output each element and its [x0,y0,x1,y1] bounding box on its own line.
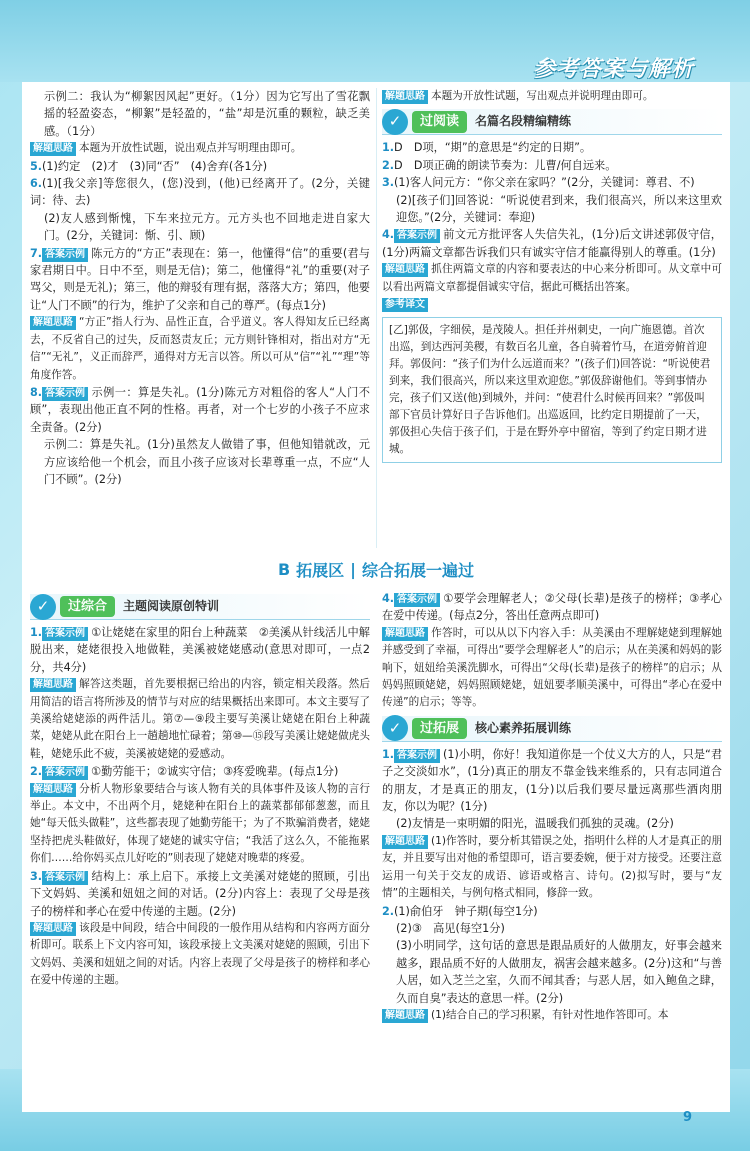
check-icon: ✓ [30,594,56,620]
item-paragraph [382,157,722,174]
section-label: 过阅读 [412,111,467,132]
answer-paragraph [30,624,370,676]
gist-paragraph [382,1007,722,1024]
section-b-banner [22,554,730,584]
gist-paragraph [382,261,722,296]
label-tag: 答案示例 [42,627,88,641]
label-tag: 答案示例 [42,387,88,401]
question-number: 4. [382,228,395,242]
text-paragraph [30,210,370,245]
label-tag: 答案示例 [394,749,440,763]
question-number: 2. [382,904,395,918]
gist-paragraph [382,88,722,105]
gist-paragraph [382,625,722,712]
paragraph-text: D D项，“期”的意思是“约定的日期”。 [394,141,592,155]
paragraph-text: (1)作答时，要分析其错误之处，指明什么样的人才是真正的朋友，并且要写出对他的希望即可，语言要委婉，便于对方接受。还要注意运用一句关于交友的成语、谚语或格言、诗句。(2)拟写时，要与“友情”的主题相关，与例句格式相同，修辞一致。 [382,834,722,900]
answer-paragraph [30,384,370,436]
text-paragraph [382,815,722,832]
text-paragraph [382,920,722,937]
paragraph-text: 前文元方批评客人失信失礼，(1分)后文讲述郭伋守信，(1分)两篇文章都告诉我们只有诚实守信才能赢得别人的尊重。(1分) [382,228,722,259]
answer-paragraph [30,245,370,315]
section-subtitle: 名篇名段精编精练 [475,114,572,129]
answer-paragraph [30,868,370,920]
paragraph-text: (2)友情是一束明媚的阳光，温暖我们孤独的灵魂。(2分) [396,817,674,831]
gist-paragraph [30,314,370,384]
paragraph-text: (2)③ 高见(每空1分) [396,921,505,935]
paragraph-text: (1)[我父亲]等您很久，(您)没到，(他)已经离开了。(2分，关键词：待、去) [30,177,370,208]
label-tag: 解题思路 [382,627,428,641]
left-top-column [30,88,370,488]
column-divider [376,88,377,548]
header-title: 参考答案与解析 [532,57,694,82]
gist-paragraph [30,781,370,868]
item-paragraph [382,174,722,191]
label-tag: 答案示例 [42,248,88,262]
section-label: 过综合 [60,596,115,617]
paragraph-text: ①勤劳能干；②诚实守信；③疼爱晚辈。(每点1分) [91,765,339,779]
label-tag: 解题思路 [30,922,76,936]
translation-text: [乙]郭伋，字细侯，是茂陵人。担任并州刺史，一向广施恩德。首次出巡，到达西河美稷，有数百名儿童，各自骑着竹马，在道旁俯首迎拜。郭伋问：“孩子们为什么远道而来？”(孩子们)回答说：“听说使君到来，我们很高兴，所以来这里欢迎您。”郭伋辞谢他们。等到事情办完，孩子们又送(他)到城外，并问：“使君什么时候再回来？”郭伋叫部下官员计算好日子告诉他们。出巡返回，比约定日期提前了一天，郭伋担心失信于孩子们，于是在野外亭中留宿，等到了约定日期才进城。 [382,317,722,463]
section-b-separator: | [350,559,357,579]
paragraph-text: 该段是中间段，结合中间段的一般作用从结构和内容两方面分析即可。联系上下文内容可知，该段承接上文美溪对姥姥的照顾，引出下文妈妈、美溪和妞妞之间的对话。内容上表现了父母是孩子的榜样和孝心在爱中传递的主题。 [30,921,370,987]
paragraph-text: (2)[孩子们]回答说：“听说使君到来，我们很高兴，所以来这里欢迎您。”(2分，关键词：奉迎) [396,193,722,225]
label-tag: 答案示例 [42,871,88,885]
section-b-letter: B [277,559,291,579]
paragraph-text: (3)小明同学，这句话的意思是跟品质好的人做朋友，好事会越来越多，跟品质不好的人做朋友，祸害会越来越多。(2分)这和“与善人居，如入芝兰之室，久而不闻其香；与恶人居，如入鲍鱼之肆，久而自臭”表达的意思一样。(2分) [396,939,722,1005]
paragraph-text: (1)小明，你好！我知道你是一个仗义大方的人，只是“君子之交淡如水”，(1分)真正的朋友不靠金钱来维系的，只有志同道合的朋友，才是真正的朋友，(1分)以后我们要尽量远离那些酒肉朋友，你以为呢？(1分) [382,747,723,814]
label-tag: 答案示例 [394,229,440,243]
section-header [382,716,722,742]
text-paragraph [382,192,722,227]
paragraph-text: ①要学会理解老人；②父母(长辈)是孩子的榜样；③孝心在爱中传递。(每点2分，答出任意两点即可) [382,592,722,623]
page-number: 9 [682,1110,692,1125]
answer-paragraph [382,746,722,816]
section-subtitle: 核心素养拓展训练 [475,720,572,735]
answer-paragraph [382,226,722,261]
paragraph-text: 示例二：算是失礼。(1分)虽然友人做错了事，但他知错就改，元方应该给他一个机会，而且小孩子应该对长辈尊重一点，不应“人门不顾”。(2分) [44,438,370,486]
section-b-subtitle: 综合拓展一遍过 [362,560,475,580]
item-paragraph [30,175,370,210]
question-number: 1. [382,141,395,155]
answer-paragraph [382,590,722,625]
paragraph-text: 解答这类题，首先要根据已给出的内容，锁定相关段落。然后用简洁的语言将所涉及的情节与对应的结果概括出来即可。本文主要写了美溪给姥姥添的两件活儿。第⑦—⑨段主要写美溪让姥姥在阳台上种蔬菜，姥姥从此在阳台上一趟趟地忙碌着；第⑩—⑮段写美溪让姥姥做虎头鞋，姥姥乐此不疲，美溪被姥姥的爱感动。 [30,678,370,760]
answer-paragraph [30,763,370,780]
paragraph-text: (1)结合自己的学习积累，有针对性地作答即可。本 [431,1008,669,1021]
item-paragraph [382,139,722,156]
question-number: 6. [30,177,43,191]
question-number: 8. [30,385,43,399]
check-icon: ✓ [382,715,408,741]
label-tag: 参考译文 [382,298,428,312]
question-number: 7. [30,246,43,260]
paragraph-text: (1)客人问元方：“你父亲在家吗？”(2分，关键词：尊君、不) [394,176,695,190]
gist-paragraph [382,296,722,313]
paragraph-text: 陈元方的“方正”表现在：第一，他懂得“信”的重要(君与家君期日中。日中不至，则是无信)；第二，他懂得“礼”的重要(对子骂父，则是无礼)；第三，他的辩驳有理有据，落落大方；第四，他要让“人门不顾”的行为，维护了父亲和自己的尊严。(每点1分) [30,246,370,312]
question-number: 3. [30,869,43,883]
label-tag: 解题思路 [382,1009,428,1023]
right-top-column [382,88,722,463]
paragraph-text: (1)约定 (2)才 (3)同“否” (4)舍弃(各1分) [42,159,268,173]
text-paragraph [30,88,370,140]
paragraph-text: (2)友人感到惭愧，下车来拉元方。元方头也不回地走进自家大门。(2分，关键词：惭、引、顾) [44,211,370,243]
paragraph-text: “方正”指人行为、品性正直，合乎道义。客人得知友丘已经离去，不反省自己的过失，反而怒责友丘；元方则针锋相对，指出对方“无信”“无礼”，义正而辞严，通得对方无言以答。所以可从“信”“礼”“理”等角度作答。 [30,316,370,381]
question-number: 1. [382,747,395,761]
label-tag: 答案示例 [42,766,88,780]
paragraph-text: 本题为开放性试题，说出观点并写明理由即可。 [79,142,302,155]
left-bottom-column [30,590,370,990]
paragraph-text: (1)俞伯牙 钟子期(每空1分) [394,904,538,918]
question-number: 4. [382,592,395,605]
paragraph-text: 抓住两篇文章的内容和要表达的中心来分析即可。从文章中可以看出两篇文章都提倡诚实守信，据此可概括出答案。 [382,263,722,293]
question-number: 5. [30,159,43,173]
paragraph-text: 示例一：算是失礼。(1分)陈元方对粗俗的客人“人门不顾”，表现出他正直不阿的性格。再者，对一个七岁的小孩子不应求全责备。(2分) [30,385,370,434]
label-tag: 答案示例 [394,593,440,607]
section-header [30,594,370,620]
paragraph-text: 作答时，可以从以下内容入手：从美溪由不理解姥姥到理解她并感受到了幸福，可得出“要学会理解老人”的启示；从在美溪和妈妈的影响下，妞妞给美溪洗脚水，可得出“父母(长辈)是孩子的榜样”的启示；从妈妈照顾姥姥，妈妈照顾姥姥，妞妞要孝顺美溪中，可得出“孝心在爱中传递”的启示；等等。 [382,626,722,709]
label-tag: 解题思路 [382,263,428,277]
gist-paragraph [382,833,722,903]
question-number: 1. [30,626,43,639]
answer-page [22,82,730,1112]
question-number: 2. [382,158,395,172]
section-subtitle: 主题阅读原创特训 [123,598,220,613]
text-paragraph [30,436,370,488]
paragraph-text: 本题为开放性试题，写出观点并说明理由即可。 [431,90,654,102]
gist-paragraph [30,676,370,763]
text-paragraph [382,937,722,1007]
label-tag: 解题思路 [30,142,76,156]
section-label: 过拓展 [412,718,467,739]
label-tag: 解题思路 [382,835,428,849]
item-paragraph [382,903,722,920]
paragraph-text: 示例二：我认为“柳絮因风起”更好。（1分）因为它写出了雪花飘摇的轻盈姿态，“柳絮”是轻盈的，“盐”却是沉重的颗粒，缺乏美感。（1分） [44,90,370,138]
label-tag: 解题思路 [30,316,76,330]
item-paragraph [30,158,370,175]
paragraph-text: 分析人物形象要结合与该人物有关的具体事件及该人物的言行举止。本文中，不出两个月，姥姥种在阳台上的蔬菜都郁郁葱葱，而且她“每天低头做鞋”，这些都表现了她勤劳能干；为了不欺骗消费者，姥姥坚持把虎头鞋做好，体现了姥姥的诚实守信；“我活了这么久，不能拖累你们……给你妈买点儿好吃的”则表现了姥姥对晚辈的疼爱。 [30,782,370,865]
label-tag: 解题思路 [30,783,76,797]
label-tag: 解题思路 [30,678,76,692]
gist-paragraph [30,140,370,157]
gist-paragraph [30,920,370,990]
section-b-title: 拓展区 [296,560,345,580]
paragraph-text: D D项正确的朗读节奏为：儿曹/何自远来。 [394,158,617,172]
label-tag: 解题思路 [382,90,428,104]
paragraph-text: ①让姥姥在家里的阳台上种蔬菜 ②美溪从针线活儿中解脱出来，姥姥很投入地做鞋，美溪被姥姥感动(意思对即可，一点2分，共4分) [30,626,370,674]
check-icon: ✓ [382,109,408,135]
paragraph-text: 结构上：承上启下。承接上文美溪对姥姥的照顾，引出下文妈妈、美溪和妞妞之间的对话。(2分)内容上：表现了父母是孩子的榜样和孝心在爱中传递的主题。(2分) [30,869,370,918]
right-bottom-column [382,590,722,1024]
question-number: 3. [382,176,395,190]
question-number: 2. [30,765,43,779]
section-header [382,109,722,135]
